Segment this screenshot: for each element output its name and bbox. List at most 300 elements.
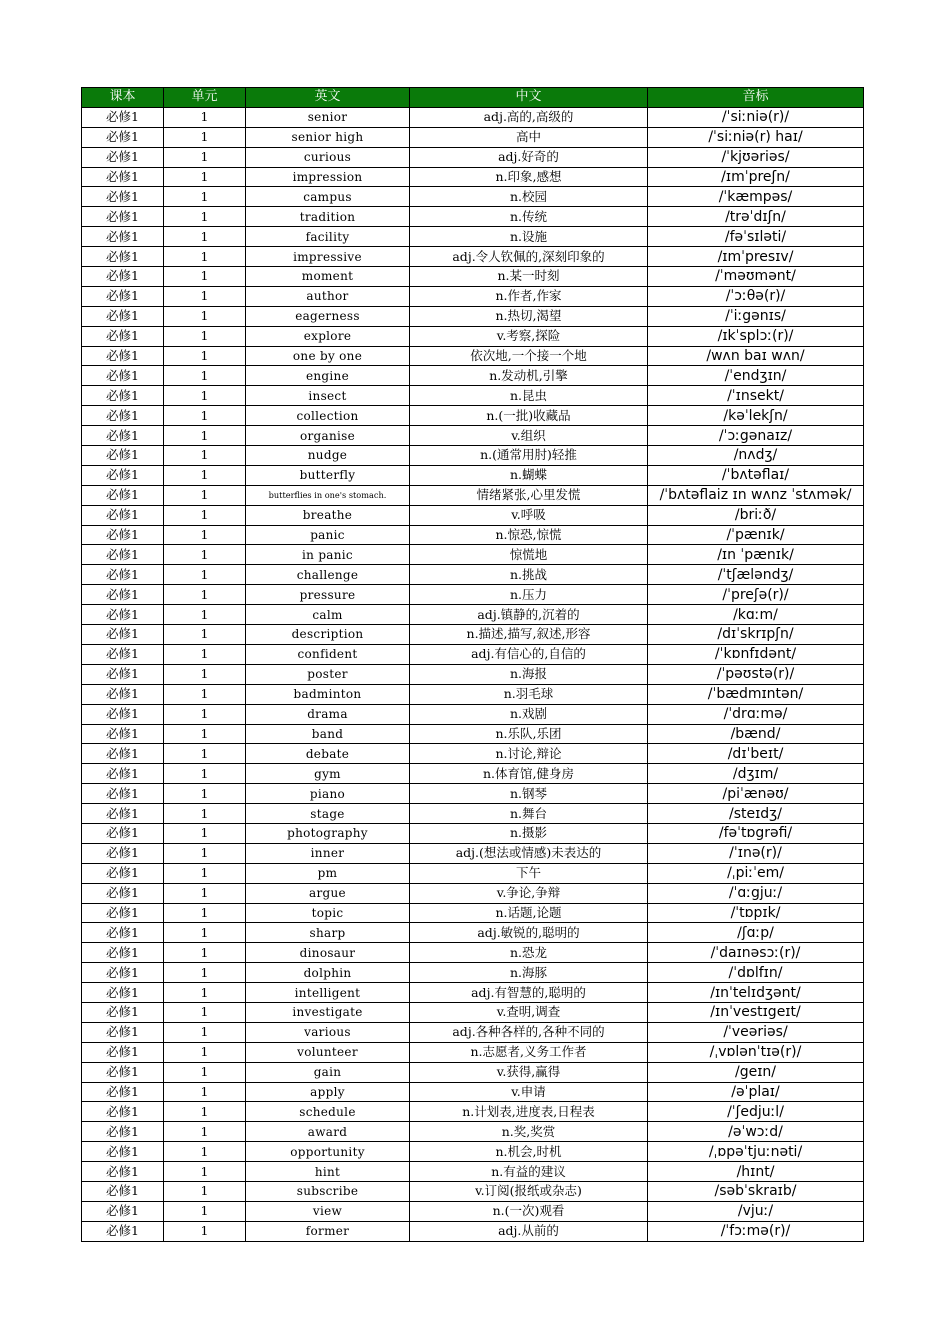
cell-phonetic[interactable]: /əˈwɔːd/ bbox=[648, 1122, 864, 1142]
cell-chinese[interactable]: 高中 bbox=[410, 127, 648, 147]
cell-english[interactable]: photography bbox=[246, 823, 410, 843]
cell-textbook[interactable]: 必修1 bbox=[82, 446, 164, 466]
cell-textbook[interactable]: 必修1 bbox=[82, 863, 164, 883]
table-row bbox=[82, 923, 864, 943]
cell-phonetic[interactable]: /ɪmˈpreʃn/ bbox=[648, 167, 864, 187]
cell-unit[interactable]: 1 bbox=[164, 863, 246, 883]
cell-unit[interactable]: 1 bbox=[164, 1002, 246, 1022]
cell-textbook[interactable]: 必修1 bbox=[82, 903, 164, 923]
cell-unit[interactable]: 1 bbox=[164, 1062, 246, 1082]
cell-chinese[interactable]: n.挑战 bbox=[410, 565, 648, 585]
cell-english[interactable]: volunteer bbox=[246, 1042, 410, 1062]
cell-chinese[interactable]: v.申请 bbox=[410, 1082, 648, 1102]
cell-phonetic[interactable]: /ˈpænɪk/ bbox=[648, 525, 864, 545]
cell-english[interactable]: opportunity bbox=[246, 1142, 410, 1162]
cell-english[interactable]: eagerness bbox=[246, 306, 410, 326]
cell-english[interactable]: topic bbox=[246, 903, 410, 923]
cell-phonetic[interactable]: /ˈdrɑːmə/ bbox=[648, 704, 864, 724]
cell-unit[interactable]: 1 bbox=[164, 1022, 246, 1042]
cell-unit[interactable]: 1 bbox=[164, 406, 246, 426]
cell-phonetic[interactable]: /ˈtɒpɪk/ bbox=[648, 903, 864, 923]
cell-phonetic[interactable]: /vjuː/ bbox=[648, 1201, 864, 1221]
cell-textbook[interactable]: 必修1 bbox=[82, 525, 164, 545]
cell-phonetic[interactable]: /səbˈskraɪb/ bbox=[648, 1181, 864, 1201]
cell-unit[interactable]: 1 bbox=[164, 1042, 246, 1062]
cell-phonetic[interactable]: /piˈænəʊ/ bbox=[648, 784, 864, 804]
cell-english[interactable]: piano bbox=[246, 784, 410, 804]
cell-unit[interactable]: 1 bbox=[164, 724, 246, 744]
cell-chinese[interactable]: 依次地,一个接一个地 bbox=[410, 346, 648, 366]
cell-english[interactable]: debate bbox=[246, 744, 410, 764]
cell-textbook[interactable]: 必修1 bbox=[82, 1082, 164, 1102]
cell-phonetic[interactable]: /ˌɒpəˈtjuːnəti/ bbox=[648, 1142, 864, 1162]
cell-textbook[interactable]: 必修1 bbox=[82, 1221, 164, 1241]
cell-phonetic[interactable]: /ˈveəriəs/ bbox=[648, 1022, 864, 1042]
cell-english[interactable]: various bbox=[246, 1022, 410, 1042]
cell-textbook[interactable]: 必修1 bbox=[82, 843, 164, 863]
header-unit[interactable]: 单元 bbox=[164, 88, 246, 108]
cell-phonetic[interactable]: /dʒɪm/ bbox=[648, 764, 864, 784]
cell-textbook[interactable]: 必修1 bbox=[82, 286, 164, 306]
cell-phonetic[interactable]: /dɪˈskrɪpʃn/ bbox=[648, 625, 864, 645]
cell-chinese[interactable]: n.摄影 bbox=[410, 823, 648, 843]
cell-english[interactable]: moment bbox=[246, 267, 410, 287]
cell-phonetic[interactable]: /ˈendʒɪn/ bbox=[648, 366, 864, 386]
cell-chinese[interactable]: adj.有智慧的,聪明的 bbox=[410, 983, 648, 1003]
cell-english[interactable]: badminton bbox=[246, 684, 410, 704]
cell-english[interactable]: author bbox=[246, 286, 410, 306]
cell-unit[interactable]: 1 bbox=[164, 823, 246, 843]
cell-unit[interactable]: 1 bbox=[164, 1122, 246, 1142]
cell-phonetic[interactable]: /briːð/ bbox=[648, 505, 864, 525]
cell-chinese[interactable]: adj.好奇的 bbox=[410, 147, 648, 167]
cell-unit[interactable]: 1 bbox=[164, 426, 246, 446]
cell-textbook[interactable]: 必修1 bbox=[82, 545, 164, 565]
cell-unit[interactable]: 1 bbox=[164, 664, 246, 684]
cell-phonetic[interactable]: /ɪmˈpresɪv/ bbox=[648, 247, 864, 267]
cell-unit[interactable]: 1 bbox=[164, 585, 246, 605]
cell-textbook[interactable]: 必修1 bbox=[82, 764, 164, 784]
cell-phonetic[interactable]: /ˈdaɪnəsɔː(r)/ bbox=[648, 943, 864, 963]
cell-chinese[interactable]: 惊慌地 bbox=[410, 545, 648, 565]
cell-chinese[interactable]: adj.高的,高级的 bbox=[410, 107, 648, 127]
cell-chinese[interactable]: v.订阅(报纸或杂志) bbox=[410, 1181, 648, 1201]
cell-textbook[interactable]: 必修1 bbox=[82, 883, 164, 903]
cell-chinese[interactable]: n.(一批)收藏品 bbox=[410, 406, 648, 426]
cell-chinese[interactable]: n.恐龙 bbox=[410, 943, 648, 963]
cell-unit[interactable]: 1 bbox=[164, 286, 246, 306]
cell-phonetic[interactable]: /ˈɔːgənaɪz/ bbox=[648, 426, 864, 446]
cell-english[interactable]: inner bbox=[246, 843, 410, 863]
cell-phonetic[interactable]: /ˈtʃæləndʒ/ bbox=[648, 565, 864, 585]
cell-textbook[interactable]: 必修1 bbox=[82, 187, 164, 207]
cell-textbook[interactable]: 必修1 bbox=[82, 1102, 164, 1122]
cell-unit[interactable]: 1 bbox=[164, 1142, 246, 1162]
cell-textbook[interactable]: 必修1 bbox=[82, 724, 164, 744]
cell-chinese[interactable]: n.讨论,辩论 bbox=[410, 744, 648, 764]
cell-english[interactable]: band bbox=[246, 724, 410, 744]
cell-unit[interactable]: 1 bbox=[164, 684, 246, 704]
header-chinese[interactable]: 中文 bbox=[410, 88, 648, 108]
cell-phonetic[interactable]: /trəˈdɪʃn/ bbox=[648, 207, 864, 227]
cell-unit[interactable]: 1 bbox=[164, 804, 246, 824]
cell-unit[interactable]: 1 bbox=[164, 147, 246, 167]
cell-chinese[interactable]: n.传统 bbox=[410, 207, 648, 227]
cell-phonetic[interactable]: /steɪdʒ/ bbox=[648, 804, 864, 824]
cell-unit[interactable]: 1 bbox=[164, 465, 246, 485]
cell-phonetic[interactable]: /ˈbʌtəflaɪ/ bbox=[648, 465, 864, 485]
cell-textbook[interactable]: 必修1 bbox=[82, 306, 164, 326]
cell-phonetic[interactable]: /dɪˈbeɪt/ bbox=[648, 744, 864, 764]
cell-phonetic[interactable]: /ˈiːgənɪs/ bbox=[648, 306, 864, 326]
cell-phonetic[interactable]: /kɑːm/ bbox=[648, 605, 864, 625]
cell-chinese[interactable]: n.蝴蝶 bbox=[410, 465, 648, 485]
cell-english[interactable]: senior bbox=[246, 107, 410, 127]
cell-english[interactable]: subscribe bbox=[246, 1181, 410, 1201]
cell-english[interactable]: tradition bbox=[246, 207, 410, 227]
cell-english[interactable]: breathe bbox=[246, 505, 410, 525]
cell-chinese[interactable]: adj.(想法或情感)未表达的 bbox=[410, 843, 648, 863]
cell-chinese[interactable]: n.计划表,进度表,日程表 bbox=[410, 1102, 648, 1122]
cell-chinese[interactable]: n.校园 bbox=[410, 187, 648, 207]
cell-phonetic[interactable]: /ˈɔːθə(r)/ bbox=[648, 286, 864, 306]
cell-phonetic[interactable]: /ˈkɒnfɪdənt/ bbox=[648, 644, 864, 664]
cell-unit[interactable]: 1 bbox=[164, 187, 246, 207]
cell-phonetic[interactable]: /bænd/ bbox=[648, 724, 864, 744]
cell-textbook[interactable]: 必修1 bbox=[82, 605, 164, 625]
cell-english[interactable]: explore bbox=[246, 326, 410, 346]
cell-chinese[interactable]: n.作者,作家 bbox=[410, 286, 648, 306]
table-row bbox=[82, 1142, 864, 1162]
cell-english[interactable]: calm bbox=[246, 605, 410, 625]
cell-english[interactable]: butterfly bbox=[246, 465, 410, 485]
cell-textbook[interactable]: 必修1 bbox=[82, 267, 164, 287]
cell-unit[interactable]: 1 bbox=[164, 983, 246, 1003]
cell-chinese[interactable]: 情绪紧张,心里发慌 bbox=[410, 485, 648, 505]
cell-chinese[interactable]: v.争论,争辩 bbox=[410, 883, 648, 903]
cell-phonetic[interactable]: /ˌpiːˈem/ bbox=[648, 863, 864, 883]
cell-textbook[interactable]: 必修1 bbox=[82, 963, 164, 983]
cell-textbook[interactable]: 必修1 bbox=[82, 804, 164, 824]
cell-textbook[interactable]: 必修1 bbox=[82, 247, 164, 267]
cell-textbook[interactable]: 必修1 bbox=[82, 406, 164, 426]
cell-textbook[interactable]: 必修1 bbox=[82, 207, 164, 227]
cell-chinese[interactable]: n.发动机,引擎 bbox=[410, 366, 648, 386]
cell-phonetic[interactable]: /ˈkæmpəs/ bbox=[648, 187, 864, 207]
cell-phonetic[interactable]: /nʌdʒ/ bbox=[648, 446, 864, 466]
cell-unit[interactable]: 1 bbox=[164, 625, 246, 645]
cell-unit[interactable]: 1 bbox=[164, 923, 246, 943]
cell-phonetic[interactable]: /ɪnˈtelɪdʒənt/ bbox=[648, 983, 864, 1003]
cell-english[interactable]: gain bbox=[246, 1062, 410, 1082]
cell-english[interactable]: engine bbox=[246, 366, 410, 386]
cell-textbook[interactable]: 必修1 bbox=[82, 784, 164, 804]
cell-chinese[interactable]: n.钢琴 bbox=[410, 784, 648, 804]
table-row bbox=[82, 664, 864, 684]
cell-chinese[interactable]: n.话题,论题 bbox=[410, 903, 648, 923]
cell-textbook[interactable]: 必修1 bbox=[82, 1002, 164, 1022]
cell-textbook[interactable]: 必修1 bbox=[82, 505, 164, 525]
header-textbook[interactable]: 课本 bbox=[82, 88, 164, 108]
cell-phonetic[interactable]: /wʌn baɪ wʌn/ bbox=[648, 346, 864, 366]
cell-english[interactable]: confident bbox=[246, 644, 410, 664]
cell-chinese[interactable]: n.羽毛球 bbox=[410, 684, 648, 704]
cell-unit[interactable]: 1 bbox=[164, 386, 246, 406]
cell-phonetic[interactable]: /ˈɑːgjuː/ bbox=[648, 883, 864, 903]
cell-chinese[interactable]: adj.各种各样的,各种不同的 bbox=[410, 1022, 648, 1042]
cell-english[interactable]: campus bbox=[246, 187, 410, 207]
cell-textbook[interactable]: 必修1 bbox=[82, 485, 164, 505]
cell-phonetic[interactable]: /əˈplaɪ/ bbox=[648, 1082, 864, 1102]
cell-chinese[interactable]: adj.有信心的,自信的 bbox=[410, 644, 648, 664]
cell-phonetic[interactable]: /ˈpreʃə(r)/ bbox=[648, 585, 864, 605]
cell-chinese[interactable]: n.某一时刻 bbox=[410, 267, 648, 287]
cell-textbook[interactable]: 必修1 bbox=[82, 1181, 164, 1201]
cell-unit[interactable]: 1 bbox=[164, 306, 246, 326]
cell-chinese[interactable]: n.舞台 bbox=[410, 804, 648, 824]
cell-textbook[interactable]: 必修1 bbox=[82, 326, 164, 346]
cell-textbook[interactable]: 必修1 bbox=[82, 923, 164, 943]
header-english[interactable]: 英文 bbox=[246, 88, 410, 108]
cell-chinese[interactable]: adj.敏锐的,聪明的 bbox=[410, 923, 648, 943]
cell-chinese[interactable]: n.乐队,乐团 bbox=[410, 724, 648, 744]
cell-english[interactable]: view bbox=[246, 1201, 410, 1221]
cell-textbook[interactable]: 必修1 bbox=[82, 465, 164, 485]
cell-textbook[interactable]: 必修1 bbox=[82, 366, 164, 386]
cell-unit[interactable]: 1 bbox=[164, 784, 246, 804]
table-row bbox=[82, 525, 864, 545]
cell-textbook[interactable]: 必修1 bbox=[82, 227, 164, 247]
cell-english[interactable]: dinosaur bbox=[246, 943, 410, 963]
cell-textbook[interactable]: 必修1 bbox=[82, 1201, 164, 1221]
cell-english[interactable]: pm bbox=[246, 863, 410, 883]
cell-english[interactable]: organise bbox=[246, 426, 410, 446]
cell-phonetic[interactable]: /ɪkˈsplɔː(r)/ bbox=[648, 326, 864, 346]
cell-unit[interactable]: 1 bbox=[164, 644, 246, 664]
cell-phonetic[interactable]: /ʃɑːp/ bbox=[648, 923, 864, 943]
cell-chinese[interactable]: n.戏剧 bbox=[410, 704, 648, 724]
cell-chinese[interactable]: n.惊恐,惊慌 bbox=[410, 525, 648, 545]
cell-textbook[interactable]: 必修1 bbox=[82, 167, 164, 187]
cell-english[interactable]: apply bbox=[246, 1082, 410, 1102]
header-phonetic[interactable]: 音标 bbox=[648, 88, 864, 108]
cell-english[interactable]: collection bbox=[246, 406, 410, 426]
cell-chinese[interactable]: n.(通常用肘)轻推 bbox=[410, 446, 648, 466]
cell-phonetic[interactable]: /ˈʃedjuːl/ bbox=[648, 1102, 864, 1122]
cell-unit[interactable]: 1 bbox=[164, 1162, 246, 1182]
cell-chinese[interactable]: n.印象,感想 bbox=[410, 167, 648, 187]
cell-english[interactable]: stage bbox=[246, 804, 410, 824]
cell-unit[interactable]: 1 bbox=[164, 446, 246, 466]
cell-textbook[interactable]: 必修1 bbox=[82, 346, 164, 366]
cell-english[interactable]: sharp bbox=[246, 923, 410, 943]
cell-unit[interactable]: 1 bbox=[164, 1102, 246, 1122]
cell-chinese[interactable]: n.压力 bbox=[410, 585, 648, 605]
cell-chinese[interactable]: n.(一次)观看 bbox=[410, 1201, 648, 1221]
cell-chinese[interactable]: n.机会,时机 bbox=[410, 1142, 648, 1162]
cell-unit[interactable]: 1 bbox=[164, 207, 246, 227]
cell-textbook[interactable]: 必修1 bbox=[82, 1022, 164, 1042]
cell-unit[interactable]: 1 bbox=[164, 545, 246, 565]
cell-english[interactable]: schedule bbox=[246, 1102, 410, 1122]
cell-english[interactable]: investigate bbox=[246, 1002, 410, 1022]
cell-textbook[interactable]: 必修1 bbox=[82, 625, 164, 645]
cell-english[interactable]: challenge bbox=[246, 565, 410, 585]
cell-chinese[interactable]: 下午 bbox=[410, 863, 648, 883]
cell-chinese[interactable]: adj.从前的 bbox=[410, 1221, 648, 1241]
cell-chinese[interactable]: n.志愿者,义务工作者 bbox=[410, 1042, 648, 1062]
cell-english[interactable]: impression bbox=[246, 167, 410, 187]
cell-chinese[interactable]: n.海报 bbox=[410, 664, 648, 684]
cell-unit[interactable]: 1 bbox=[164, 247, 246, 267]
cell-unit[interactable]: 1 bbox=[164, 227, 246, 247]
cell-phonetic[interactable]: /ˈfɔːmə(r)/ bbox=[648, 1221, 864, 1241]
cell-unit[interactable]: 1 bbox=[164, 1181, 246, 1201]
cell-english[interactable]: insect bbox=[246, 386, 410, 406]
cell-phonetic[interactable]: /kəˈlekʃn/ bbox=[648, 406, 864, 426]
cell-phonetic[interactable]: /ˈdɒlfɪn/ bbox=[648, 963, 864, 983]
cell-english[interactable]: panic bbox=[246, 525, 410, 545]
cell-english[interactable]: dolphin bbox=[246, 963, 410, 983]
cell-english[interactable]: one by one bbox=[246, 346, 410, 366]
cell-unit[interactable]: 1 bbox=[164, 764, 246, 784]
cell-textbook[interactable]: 必修1 bbox=[82, 983, 164, 1003]
cell-chinese[interactable]: n.体育馆,健身房 bbox=[410, 764, 648, 784]
cell-phonetic[interactable]: /ˈɪnə(r)/ bbox=[648, 843, 864, 863]
cell-english[interactable]: in panic bbox=[246, 545, 410, 565]
cell-unit[interactable]: 1 bbox=[164, 1082, 246, 1102]
cell-textbook[interactable]: 必修1 bbox=[82, 943, 164, 963]
cell-unit[interactable]: 1 bbox=[164, 943, 246, 963]
cell-phonetic[interactable]: /ˌvɒlənˈtɪə(r)/ bbox=[648, 1042, 864, 1062]
cell-phonetic[interactable]: /ˈbædmɪntən/ bbox=[648, 684, 864, 704]
cell-english[interactable]: poster bbox=[246, 664, 410, 684]
table-row bbox=[82, 286, 864, 306]
cell-textbook[interactable]: 必修1 bbox=[82, 684, 164, 704]
cell-textbook[interactable]: 必修1 bbox=[82, 664, 164, 684]
cell-unit[interactable]: 1 bbox=[164, 267, 246, 287]
cell-english[interactable]: facility bbox=[246, 227, 410, 247]
cell-unit[interactable]: 1 bbox=[164, 744, 246, 764]
cell-unit[interactable]: 1 bbox=[164, 346, 246, 366]
cell-chinese[interactable]: n.奖,奖赏 bbox=[410, 1122, 648, 1142]
cell-textbook[interactable]: 必修1 bbox=[82, 1042, 164, 1062]
cell-english[interactable]: nudge bbox=[246, 446, 410, 466]
cell-textbook[interactable]: 必修1 bbox=[82, 565, 164, 585]
cell-textbook[interactable]: 必修1 bbox=[82, 127, 164, 147]
cell-textbook[interactable]: 必修1 bbox=[82, 147, 164, 167]
cell-english[interactable]: curious bbox=[246, 147, 410, 167]
cell-english[interactable]: argue bbox=[246, 883, 410, 903]
cell-textbook[interactable]: 必修1 bbox=[82, 704, 164, 724]
cell-unit[interactable]: 1 bbox=[164, 1221, 246, 1241]
cell-textbook[interactable]: 必修1 bbox=[82, 644, 164, 664]
cell-chinese[interactable]: v.考察,探险 bbox=[410, 326, 648, 346]
cell-phonetic[interactable]: /ˈɪnsekt/ bbox=[648, 386, 864, 406]
cell-english[interactable]: award bbox=[246, 1122, 410, 1142]
cell-unit[interactable]: 1 bbox=[164, 326, 246, 346]
cell-phonetic[interactable]: /fəˈsɪləti/ bbox=[648, 227, 864, 247]
cell-unit[interactable]: 1 bbox=[164, 127, 246, 147]
cell-english[interactable]: description bbox=[246, 625, 410, 645]
cell-phonetic[interactable]: /geɪn/ bbox=[648, 1062, 864, 1082]
cell-english[interactable]: pressure bbox=[246, 585, 410, 605]
cell-phonetic[interactable]: /ˈkjʊəriəs/ bbox=[648, 147, 864, 167]
cell-textbook[interactable]: 必修1 bbox=[82, 1162, 164, 1182]
cell-english[interactable]: drama bbox=[246, 704, 410, 724]
cell-chinese[interactable]: v.查明,调查 bbox=[410, 1002, 648, 1022]
table-row bbox=[82, 426, 864, 446]
cell-english[interactable]: intelligent bbox=[246, 983, 410, 1003]
cell-phonetic[interactable]: /ˈməʊmənt/ bbox=[648, 267, 864, 287]
table-row bbox=[82, 366, 864, 386]
cell-textbook[interactable]: 必修1 bbox=[82, 1142, 164, 1162]
cell-phonetic[interactable]: /fəˈtɒgrəfi/ bbox=[648, 823, 864, 843]
table-row bbox=[82, 963, 864, 983]
cell-textbook[interactable]: 必修1 bbox=[82, 1062, 164, 1082]
cell-phonetic[interactable]: /ˈsiːniə(r) haɪ/ bbox=[648, 127, 864, 147]
cell-textbook[interactable]: 必修1 bbox=[82, 744, 164, 764]
cell-unit[interactable]: 1 bbox=[164, 167, 246, 187]
cell-unit[interactable]: 1 bbox=[164, 843, 246, 863]
cell-phonetic[interactable]: /ˈsiːniə(r)/ bbox=[648, 107, 864, 127]
cell-unit[interactable]: 1 bbox=[164, 525, 246, 545]
cell-chinese[interactable]: n.有益的建议 bbox=[410, 1162, 648, 1182]
cell-chinese[interactable]: v.组织 bbox=[410, 426, 648, 446]
cell-textbook[interactable]: 必修1 bbox=[82, 107, 164, 127]
cell-unit[interactable]: 1 bbox=[164, 903, 246, 923]
cell-phonetic[interactable]: /ɪn ˈpænɪk/ bbox=[648, 545, 864, 565]
cell-english[interactable]: former bbox=[246, 1221, 410, 1241]
cell-unit[interactable]: 1 bbox=[164, 505, 246, 525]
cell-textbook[interactable]: 必修1 bbox=[82, 585, 164, 605]
cell-phonetic[interactable]: /hɪnt/ bbox=[648, 1162, 864, 1182]
cell-unit[interactable]: 1 bbox=[164, 1201, 246, 1221]
table-row bbox=[82, 585, 864, 605]
cell-chinese[interactable]: n.设施 bbox=[410, 227, 648, 247]
cell-chinese[interactable]: n.描述,描写,叙述,形容 bbox=[410, 625, 648, 645]
cell-english[interactable]: impressive bbox=[246, 247, 410, 267]
cell-phonetic[interactable]: /ˈbʌtəflaiz ɪn wʌnz ˈstʌmək/ bbox=[648, 485, 864, 505]
cell-english[interactable]: senior high bbox=[246, 127, 410, 147]
table-row bbox=[82, 306, 864, 326]
cell-textbook[interactable]: 必修1 bbox=[82, 426, 164, 446]
cell-unit[interactable]: 1 bbox=[164, 605, 246, 625]
cell-phonetic[interactable]: /ˈpəʊstə(r)/ bbox=[648, 664, 864, 684]
cell-chinese[interactable]: v.获得,赢得 bbox=[410, 1062, 648, 1082]
cell-phonetic[interactable]: /ɪnˈvestɪgeɪt/ bbox=[648, 1002, 864, 1022]
cell-unit[interactable]: 1 bbox=[164, 485, 246, 505]
cell-unit[interactable]: 1 bbox=[164, 883, 246, 903]
cell-unit[interactable]: 1 bbox=[164, 565, 246, 585]
cell-chinese[interactable]: adj.令人钦佩的,深刻印象的 bbox=[410, 247, 648, 267]
cell-unit[interactable]: 1 bbox=[164, 704, 246, 724]
cell-chinese[interactable]: n.海豚 bbox=[410, 963, 648, 983]
cell-textbook[interactable]: 必修1 bbox=[82, 1122, 164, 1142]
cell-chinese[interactable]: n.热切,渴望 bbox=[410, 306, 648, 326]
cell-unit[interactable]: 1 bbox=[164, 366, 246, 386]
cell-english[interactable]: butterflies in one's stomach. bbox=[246, 485, 410, 505]
cell-textbook[interactable]: 必修1 bbox=[82, 386, 164, 406]
cell-unit[interactable]: 1 bbox=[164, 107, 246, 127]
cell-unit[interactable]: 1 bbox=[164, 963, 246, 983]
cell-chinese[interactable]: adj.镇静的,沉着的 bbox=[410, 605, 648, 625]
cell-textbook[interactable]: 必修1 bbox=[82, 823, 164, 843]
cell-english[interactable]: gym bbox=[246, 764, 410, 784]
cell-chinese[interactable]: v.呼吸 bbox=[410, 505, 648, 525]
cell-english[interactable]: hint bbox=[246, 1162, 410, 1182]
cell-chinese[interactable]: n.昆虫 bbox=[410, 386, 648, 406]
